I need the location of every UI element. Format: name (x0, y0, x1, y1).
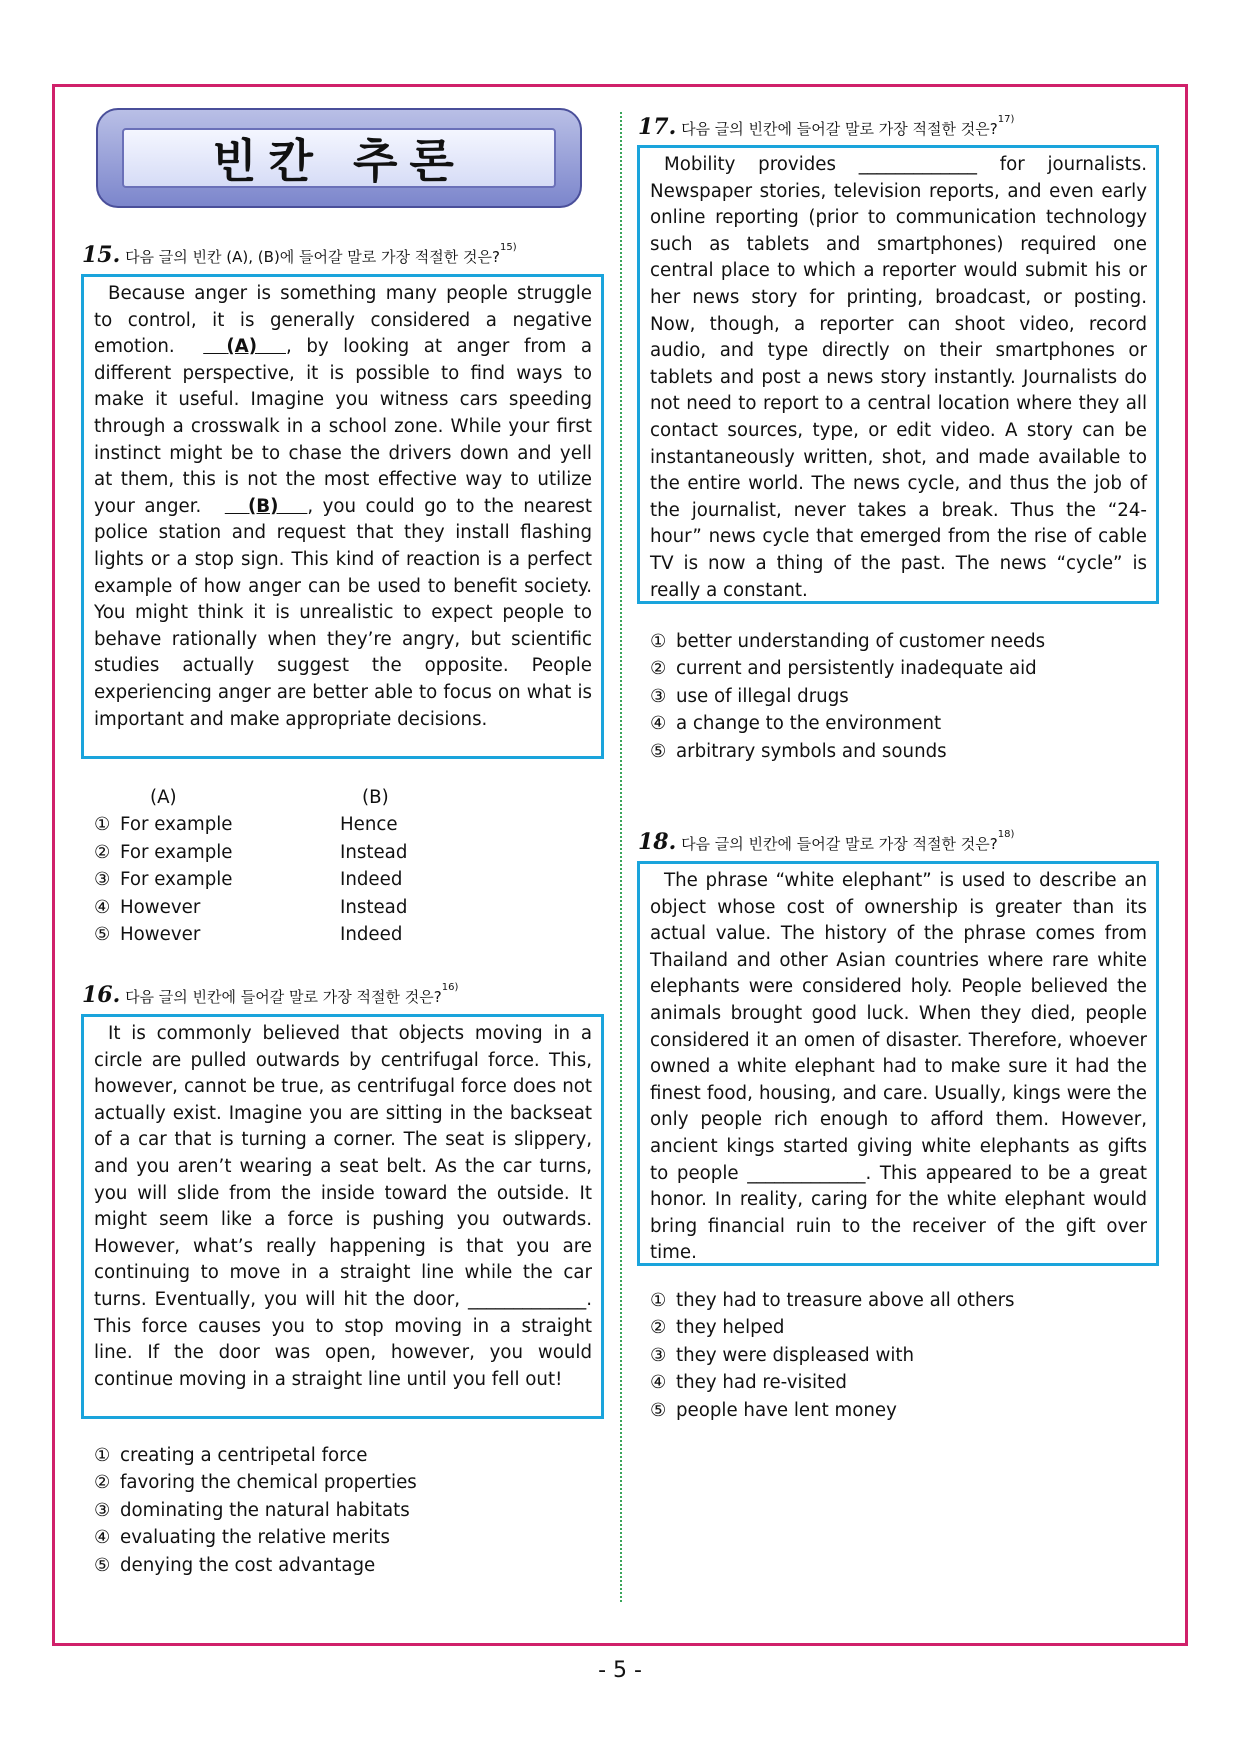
option-1[interactable]: ① For example Hence (94, 814, 398, 836)
question-17-passage (637, 145, 1159, 604)
option-5[interactable]: ⑤ denying the cost advantage (94, 1554, 376, 1576)
section-title-inner (122, 128, 556, 188)
question-prompt: 다음 글의 빈칸에 들어갈 말로 가장 적절한 것은? (681, 120, 998, 138)
option-3[interactable]: ③ use of illegal drugs (650, 685, 849, 707)
passage-text: It is commonly believed that objects moving in a circle are pulled outwards by centrifugal force. This, however, cannot be true, as centrifugal force does not actually exist. Imagine you are sitting in the backseat of a car that is turning a corner. The seat is slippery, and you aren’t wearing a seat belt. As the car turns, you will slide from the inside toward the outside. It might seem like a force is pushing you outwards. However, what’s really happening is that you are continuing to move in a straight line while the car turns. Eventually, you will hit the door, (94, 1023, 592, 1310)
footnote-ref: 15) (499, 242, 517, 253)
option-1[interactable]: ① they had to treasure above all others (650, 1290, 1015, 1311)
question-15-passage (81, 274, 604, 759)
section-title: 빈칸 추론 (212, 134, 466, 188)
option-5[interactable]: ⑤ people have lent money (650, 1399, 897, 1421)
option-1[interactable]: ① creating a centripetal force (94, 1445, 368, 1466)
passage-text: Because anger is something many people struggle to control, it is generally considered a negative emotion. (94, 283, 592, 358)
footnote-ref: 16) (441, 982, 459, 993)
option-4[interactable]: ④ they had re-visited (650, 1372, 847, 1394)
question-18-header (638, 829, 1014, 855)
passage-text: , you could go to the nearest police station and request that they install flashing lights or a stop sign. This kind of reaction is a perfect example of how anger can be used to benefit society. You might think it is unrealistic to expect people to behave rationally when they’re angry, but scientific studies actually suggest the opposite. People experiencing anger are better able to focus on what is important and make appropriate decisions. (94, 495, 592, 730)
option-2[interactable]: ② For example Instead (94, 841, 408, 863)
option-4[interactable]: ④ evaluating the relative merits (94, 1527, 390, 1549)
question-17-header (638, 114, 1014, 140)
passage-text: for journalists. Newspaper stories, television reports, and even early online reporting (prior to communication technology such as tablets and smartphones) required one central place to which a reporter would submit his or her news story for printing, broadcast, or posting. Now, though, a reporter can shoot video, record audio, and type directly on their smartphones or tablets and post a news story instantly. Journalists do not need to report to a central location where they all contact sources, type, or edit video. A story can be instantaneously written, shot, and made available to the entire world. The news cycle, and thus the job of the journalist, never takes a break. Thus the “24-hour” news cycle that emerged from the rise of cable TV is now a thing of the past. The news “cycle” is really a constant. (650, 154, 1147, 601)
passage-text: . This appeared to be a great honor. In reality, caring for the white elephant would bring financial ruin to the receiver of the gift over time. (650, 1162, 1147, 1264)
question-number: 15. (82, 242, 121, 268)
option-3[interactable]: ③ they were displeased with (650, 1344, 915, 1366)
question-prompt: 다음 글의 빈칸 (A), (B)에 들어갈 말로 가장 적절한 것은? (125, 248, 500, 266)
footnote-ref: 18) (997, 829, 1015, 840)
passage-text: The phrase “white elephant” is used to describe an object whose cost of ownership is greater than its actual value. The history of the phrase comes from Thailand and other Asian countries where rare white elephants were considered holy. People believed the animals brought good luck. When they died, people considered it an omen of disaster. Therefore, whoever owned a white elephant had to make sure it had the finest food, housing, and care. Usually, kings were the only people rich enough to afford them. However, ancient kings started giving white elephants as gifts to people (650, 870, 1147, 1184)
column-header-a: (A) (150, 787, 177, 808)
section-title-banner (96, 108, 582, 208)
column-divider (620, 112, 622, 1602)
answer-blank: _____________ (467, 1288, 587, 1310)
blank-a-label: (A) (226, 336, 258, 358)
question-16-passage (81, 1014, 604, 1419)
option-2[interactable]: ② they helped (650, 1317, 785, 1339)
column-header-b: (B) (362, 787, 389, 808)
option-3[interactable]: ③ For example Indeed (94, 869, 403, 891)
option-2[interactable]: ② favoring the chemical properties (94, 1472, 417, 1494)
blank-b (211, 494, 308, 521)
footnote-ref: 17) (997, 114, 1015, 125)
passage-text: Mobility provides (664, 154, 836, 175)
question-number: 18. (638, 829, 677, 855)
question-18-passage (637, 861, 1159, 1266)
question-17-options (650, 628, 1045, 765)
question-number: 16. (82, 982, 121, 1008)
page-number: - 5 - (598, 1658, 642, 1683)
answer-blank: _____________ (858, 154, 977, 175)
option-2[interactable]: ② current and persistently inadequate aid (650, 658, 1037, 680)
option-4[interactable]: ④ a change to the environment (650, 713, 942, 735)
question-number: 17. (638, 114, 677, 140)
question-18-options (650, 1287, 1015, 1424)
question-16-header (82, 982, 458, 1008)
question-15-options (94, 784, 407, 948)
option-column-headers (94, 784, 407, 811)
option-5[interactable]: ⑤ arbitrary symbols and sounds (650, 740, 947, 762)
passage-text: , by looking at anger from a different perspective, it is possible to find ways to make it useful. Imagine you witness cars speeding through a crosswalk in a school zone. While your first instinct might be to chase the drivers down and yell at them, this is not the most effective way to utilize your anger. (94, 336, 592, 517)
answer-blank: _____________ (747, 1162, 866, 1184)
question-16-options (94, 1442, 417, 1579)
question-15-header (82, 242, 517, 268)
blank-b-label: (B) (247, 495, 279, 517)
blank-a (189, 334, 286, 361)
option-4[interactable]: ④ However Instead (94, 896, 408, 918)
option-1[interactable]: ① better understanding of customer needs (650, 631, 1046, 652)
option-3[interactable]: ③ dominating the natural habitats (94, 1499, 410, 1521)
question-prompt: 다음 글의 빈칸에 들어갈 말로 가장 적절한 것은? (681, 835, 998, 853)
option-5[interactable]: ⑤ However Indeed (94, 924, 403, 946)
question-prompt: 다음 글의 빈칸에 들어갈 말로 가장 적절한 것은? (125, 988, 442, 1006)
passage-text: . This force causes you to stop moving in a straight line. If the door was open, however, you would continue moving in a straight line until you fell out! (94, 1288, 592, 1390)
